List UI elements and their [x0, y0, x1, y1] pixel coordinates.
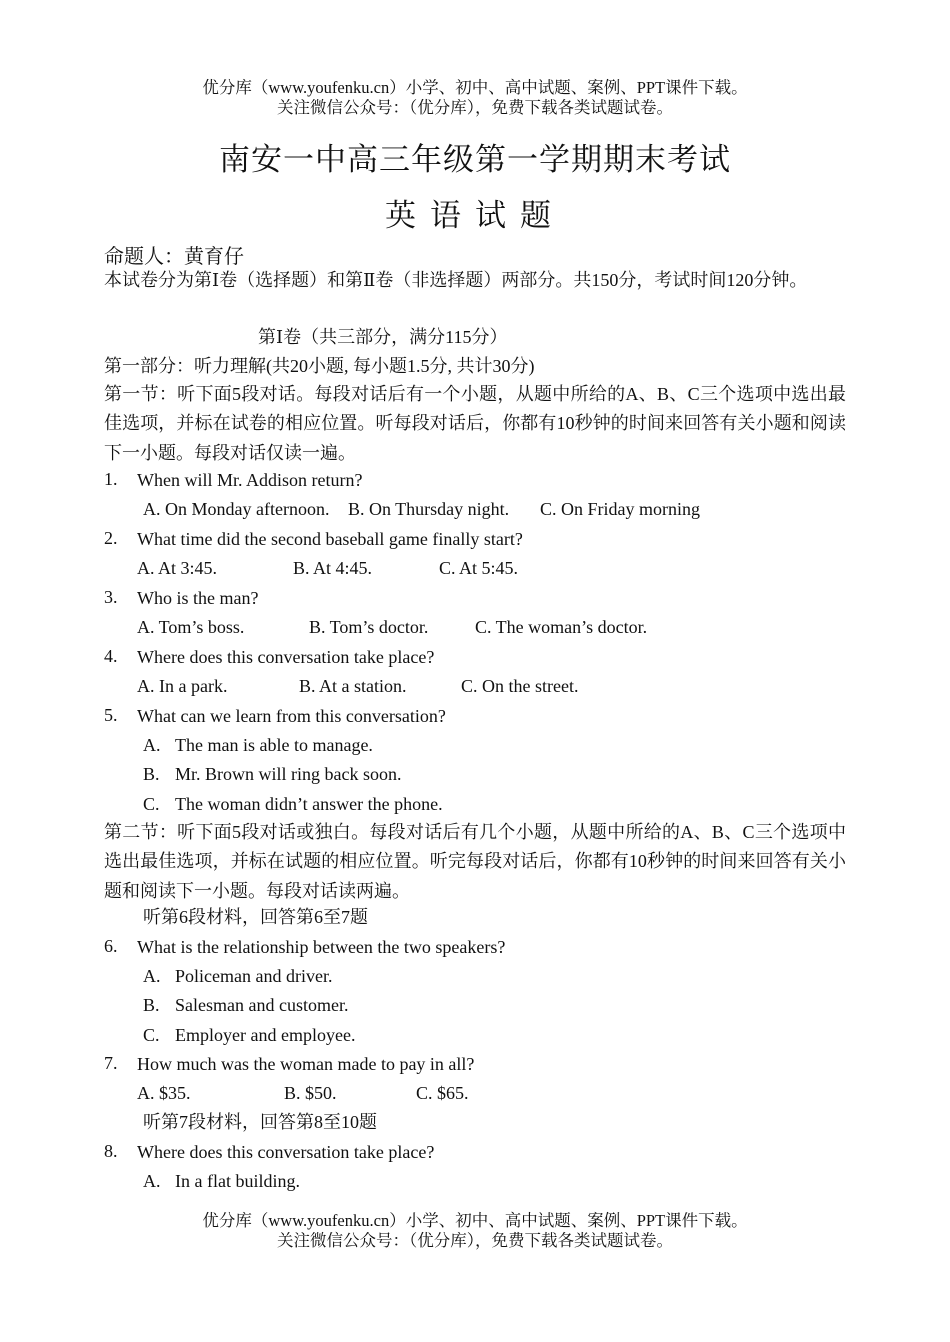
q1-option-a: A. On Monday afternoon. — [143, 499, 330, 519]
q7-option-a: A. $35. — [137, 1083, 191, 1103]
question-1-number: 1. — [104, 469, 118, 489]
question-3-text: Who is the man? — [137, 588, 259, 608]
question-6-number: 6. — [104, 936, 118, 956]
instruction-material-7: 听第7段材料，回答第8至10题 — [143, 1112, 377, 1132]
footer-line-1: 优分库（www.youfenku.cn）小学、初中、高中试题、案例、PPT课件下载。 — [202, 1211, 748, 1230]
q4-option-a: A. In a park. — [137, 676, 228, 696]
question-6-text: What is the relationship between the two speakers? — [137, 937, 506, 957]
q5-option-c-letter: C. — [143, 794, 160, 814]
question-4-number: 4. — [104, 646, 118, 666]
q5-option-a-text: The man is able to manage. — [175, 735, 373, 755]
question-3-number: 3. — [104, 587, 118, 607]
q4-option-b: B. At a station. — [299, 676, 407, 696]
question-4-text: Where does this conversation take place? — [137, 647, 435, 667]
question-2-text: What time did the second baseball game finally start? — [137, 529, 523, 549]
q3-option-b: B. Tom’s doctor. — [309, 617, 429, 637]
q6-option-a-text: Policeman and driver. — [175, 966, 333, 986]
q5-option-b-letter: B. — [143, 764, 160, 784]
question-7-number: 7. — [104, 1053, 118, 1073]
section-1-instructions: 第一节：听下面5段对话。每段对话后有一个小题，从题中所给的A、B、C三个选项中选出最佳选项，并标在试卷的相应位置。听每段对话后，你都有10秒钟的时间来回答有关小题和阅读下一小题。每段对话仅读一遍。 — [104, 384, 846, 463]
q1-option-c: C. On Friday morning — [540, 499, 700, 519]
question-7-text: How much was the woman made to pay in all? — [137, 1054, 475, 1074]
question-1-text: When will Mr. Addison return? — [137, 470, 363, 490]
section-2-instructions: 第二节：听下面5段对话或独白。每段对话后有几个小题，从题中所给的A、B、C三个选项中选出最佳选项，并标在试题的相应位置。听完每段对话后，你都有10秒钟的时间来回答有关小题和阅读下一小题。每段对话读两遍。 — [104, 822, 846, 901]
q1-option-b: B. On Thursday night. — [348, 499, 510, 519]
part-1-heading: 第一部分：听力理解(共20小题, 每小题1.5分, 共计30分) — [104, 356, 535, 376]
q3-option-a: A. Tom’s boss. — [137, 617, 245, 637]
instruction-material-6: 听第6段材料，回答第6至7题 — [143, 907, 368, 927]
q6-option-b-letter: B. — [143, 995, 160, 1015]
header-line-2: 关注微信公众号：（优分库），免费下载各类试题试卷。 — [277, 98, 673, 117]
q8-option-a-letter: A. — [143, 1171, 161, 1191]
question-5-number: 5. — [104, 705, 118, 725]
exam-title: 南安一中高三年级第一学期期末考试 — [219, 142, 731, 177]
question-5-text: What can we learn from this conversation? — [137, 706, 446, 726]
q4-option-c: C. On the street. — [461, 676, 579, 696]
author-line: 命题人：黄育仔 — [104, 246, 244, 268]
volume-1-heading: 第Ⅰ卷（共三部分，满分115分） — [258, 327, 508, 347]
q3-option-c: C. The woman’s doctor. — [475, 617, 648, 637]
q5-option-a-letter: A. — [143, 735, 161, 755]
q6-option-c-text: Employer and employee. — [175, 1025, 356, 1045]
intro-paragraph: 本试卷分为第Ⅰ卷（选择题）和第Ⅱ卷（非选择题）两部分。共150分，考试时间120分钟。 — [104, 270, 808, 290]
q8-option-a-text: In a flat building. — [175, 1171, 300, 1191]
question-2-number: 2. — [104, 528, 118, 548]
q6-option-b-text: Salesman and customer. — [175, 995, 349, 1015]
q5-option-c-text: The woman didn’t answer the phone. — [175, 794, 443, 814]
q2-option-c: C. At 5:45. — [439, 558, 519, 578]
exam-subtitle: 英语试题 — [385, 198, 565, 233]
q7-option-c: C. $65. — [416, 1083, 469, 1103]
q6-option-c-letter: C. — [143, 1025, 160, 1045]
question-8-text: Where does this conversation take place? — [137, 1142, 435, 1162]
q5-option-b-text: Mr. Brown will ring back soon. — [175, 764, 402, 784]
q6-option-a-letter: A. — [143, 966, 161, 986]
footer-line-2: 关注微信公众号：（优分库），免费下载各类试题试卷。 — [277, 1231, 673, 1250]
q2-option-b: B. At 4:45. — [293, 558, 373, 578]
question-8-number: 8. — [104, 1141, 118, 1161]
q7-option-b: B. $50. — [284, 1083, 337, 1103]
q2-option-a: A. At 3:45. — [137, 558, 218, 578]
header-line-1: 优分库（www.youfenku.cn）小学、初中、高中试题、案例、PPT课件下载。 — [202, 78, 748, 97]
